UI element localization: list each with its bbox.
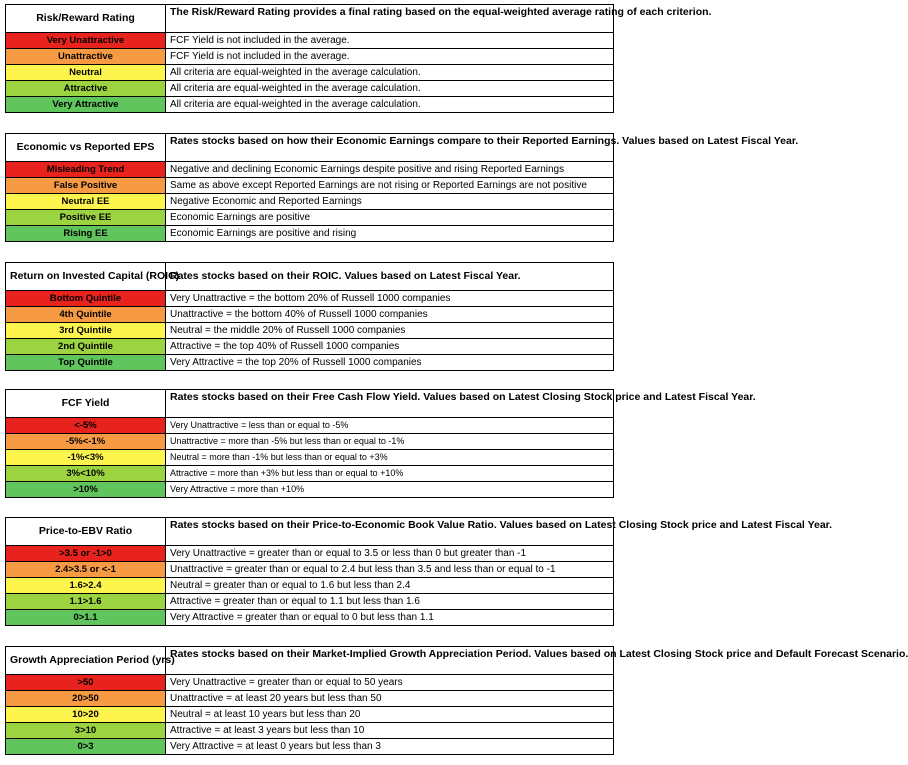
rating-label: 3rd Quintile <box>6 323 166 339</box>
rating-description: Very Unattractive = greater than or equal to 50 years <box>166 675 614 691</box>
rating-label: 0>3 <box>6 739 166 755</box>
section-description: Rates stocks based on their Free Cash Flow Yield. Values based on Latest Closing Stock price and Latest Fiscal Year. <box>166 390 614 418</box>
rating-label: 2nd Quintile <box>6 339 166 355</box>
rating-description: Unattractive = more than -5% but less than or equal to -1% <box>166 434 614 450</box>
table-row <box>6 291 614 307</box>
rating-description: Attractive = more than +3% but less than or equal to +10% <box>166 466 614 482</box>
rating-description: All criteria are equal-weighted in the average calculation. <box>166 65 614 81</box>
rating-label: -1%<3% <box>6 450 166 466</box>
rating-description: Very Attractive = more than +10% <box>166 482 614 498</box>
table-row <box>6 355 614 371</box>
table-header-row <box>6 390 614 418</box>
rating-description: Negative and declining Economic Earnings despite positive and rising Reported Earnings <box>166 162 614 178</box>
rating-label: Very Attractive <box>6 97 166 113</box>
rating-description: All criteria are equal-weighted in the average calculation. <box>166 97 614 113</box>
rating-description: Unattractive = at least 20 years but less than 50 <box>166 691 614 707</box>
rating-label: 1.6>2.4 <box>6 578 166 594</box>
rating-description: Same as above except Reported Earnings are not rising or Reported Earnings are not positive <box>166 178 614 194</box>
rating-description: Economic Earnings are positive <box>166 210 614 226</box>
rating-label: -5%<-1% <box>6 434 166 450</box>
rating-label: Bottom Quintile <box>6 291 166 307</box>
rating-label: <-5% <box>6 418 166 434</box>
table-header-row <box>6 5 614 33</box>
table-row <box>6 178 614 194</box>
rating-label: 2.4>3.5 or <-1 <box>6 562 166 578</box>
fcf-yield-table <box>5 389 756 498</box>
economic-vs-reported-eps-table <box>5 133 799 242</box>
rating-label: Positive EE <box>6 210 166 226</box>
rating-label: 20>50 <box>6 691 166 707</box>
rating-description: Economic Earnings are positive and rising <box>166 226 614 242</box>
section-title: Return on Invested Capital (ROIC) <box>6 263 166 291</box>
table-row <box>6 339 614 355</box>
section-description: The Risk/Reward Rating provides a final rating based on the equal-weighted average rating of each criterion. <box>166 5 614 33</box>
rating-description: Very Attractive = greater than or equal to 0 but less than 1.1 <box>166 610 614 626</box>
table-row <box>6 466 614 482</box>
rating-label: Neutral EE <box>6 194 166 210</box>
rating-label: Neutral <box>6 65 166 81</box>
rating-description: Very Attractive = the top 20% of Russell 1000 companies <box>166 355 614 371</box>
table-row <box>6 482 614 498</box>
rating-description: Neutral = the middle 20% of Russell 1000 companies <box>166 323 614 339</box>
table-row <box>6 723 614 739</box>
rating-description: Unattractive = greater than or equal to 2.4 but less than 3.5 and less than or equal to -1 <box>166 562 614 578</box>
rating-description: Negative Economic and Reported Earnings <box>166 194 614 210</box>
table-row <box>6 33 614 49</box>
rating-description: Neutral = at least 10 years but less than 20 <box>166 707 614 723</box>
rating-label: 1.1>1.6 <box>6 594 166 610</box>
rating-label: 3>10 <box>6 723 166 739</box>
table-row <box>6 434 614 450</box>
rating-description: FCF Yield is not included in the average. <box>166 33 614 49</box>
rating-label: 10>20 <box>6 707 166 723</box>
table-row <box>6 594 614 610</box>
table-row <box>6 546 614 562</box>
roic-table <box>5 262 614 371</box>
rating-label: >10% <box>6 482 166 498</box>
rating-description: Very Unattractive = greater than or equal to 3.5 or less than 0 but greater than -1 <box>166 546 614 562</box>
table-row <box>6 562 614 578</box>
section-title: Price-to-EBV Ratio <box>6 518 166 546</box>
section-title: FCF Yield <box>6 390 166 418</box>
rating-description: FCF Yield is not included in the average. <box>166 49 614 65</box>
rating-description: All criteria are equal-weighted in the average calculation. <box>166 81 614 97</box>
section-title: Risk/Reward Rating <box>6 5 166 33</box>
rating-description: Very Unattractive = less than or equal to -5% <box>166 418 614 434</box>
table-row <box>6 194 614 210</box>
rating-label: Top Quintile <box>6 355 166 371</box>
table-row <box>6 450 614 466</box>
section-description: Rates stocks based on their Market-Implied Growth Appreciation Period. Values based on Latest Closing Stock price and Default Forecast Scenario. <box>166 647 614 675</box>
rating-label: Rising EE <box>6 226 166 242</box>
table-row <box>6 707 614 723</box>
table-row <box>6 65 614 81</box>
section-title: Growth Appreciation Period (yrs) <box>6 647 166 675</box>
table-row <box>6 226 614 242</box>
table-row <box>6 610 614 626</box>
table-row <box>6 307 614 323</box>
rating-label: Very Unattractive <box>6 33 166 49</box>
section-description: Rates stocks based on their ROIC. Values based on Latest Fiscal Year. <box>166 263 614 291</box>
table-row <box>6 210 614 226</box>
rating-label: False Positive <box>6 178 166 194</box>
rating-description: Neutral = more than -1% but less than or equal to +3% <box>166 450 614 466</box>
rating-label: >3.5 or -1>0 <box>6 546 166 562</box>
rating-description: Attractive = at least 3 years but less than 10 <box>166 723 614 739</box>
table-header-row <box>6 134 614 162</box>
price-to-ebv-table <box>5 517 833 626</box>
risk-reward-rating-table <box>5 4 712 113</box>
rating-label: >50 <box>6 675 166 691</box>
rating-description: Very Attractive = at least 0 years but less than 3 <box>166 739 614 755</box>
table-header-row <box>6 263 614 291</box>
rating-label: 4th Quintile <box>6 307 166 323</box>
rating-label: Misleading Trend <box>6 162 166 178</box>
rating-description: Neutral = greater than or equal to 1.6 but less than 2.4 <box>166 578 614 594</box>
table-row <box>6 578 614 594</box>
table-row <box>6 675 614 691</box>
table-row <box>6 49 614 65</box>
rating-description: Very Unattractive = the bottom 20% of Russell 1000 companies <box>166 291 614 307</box>
table-row <box>6 739 614 755</box>
section-title: Economic vs Reported EPS <box>6 134 166 162</box>
table-row <box>6 691 614 707</box>
rating-description: Unattractive = the bottom 40% of Russell 1000 companies <box>166 307 614 323</box>
section-description: Rates stocks based on their Price-to-Economic Book Value Ratio. Values based on Latest Closing Stock price and Latest Fiscal Year. <box>166 518 614 546</box>
rating-label: Unattractive <box>6 49 166 65</box>
rating-label: 0>1.1 <box>6 610 166 626</box>
rating-description: Attractive = the top 40% of Russell 1000 companies <box>166 339 614 355</box>
table-row <box>6 323 614 339</box>
table-header-row <box>6 647 614 675</box>
rating-description: Attractive = greater than or equal to 1.1 but less than 1.6 <box>166 594 614 610</box>
table-header-row <box>6 518 614 546</box>
rating-label: Attractive <box>6 81 166 97</box>
table-row <box>6 418 614 434</box>
table-row <box>6 97 614 113</box>
growth-appreciation-period-table <box>5 646 908 755</box>
rating-label: 3%<10% <box>6 466 166 482</box>
section-description: Rates stocks based on how their Economic Earnings compare to their Reported Earnings. Values based on Latest Fiscal Year. <box>166 134 614 162</box>
table-row <box>6 81 614 97</box>
table-row <box>6 162 614 178</box>
